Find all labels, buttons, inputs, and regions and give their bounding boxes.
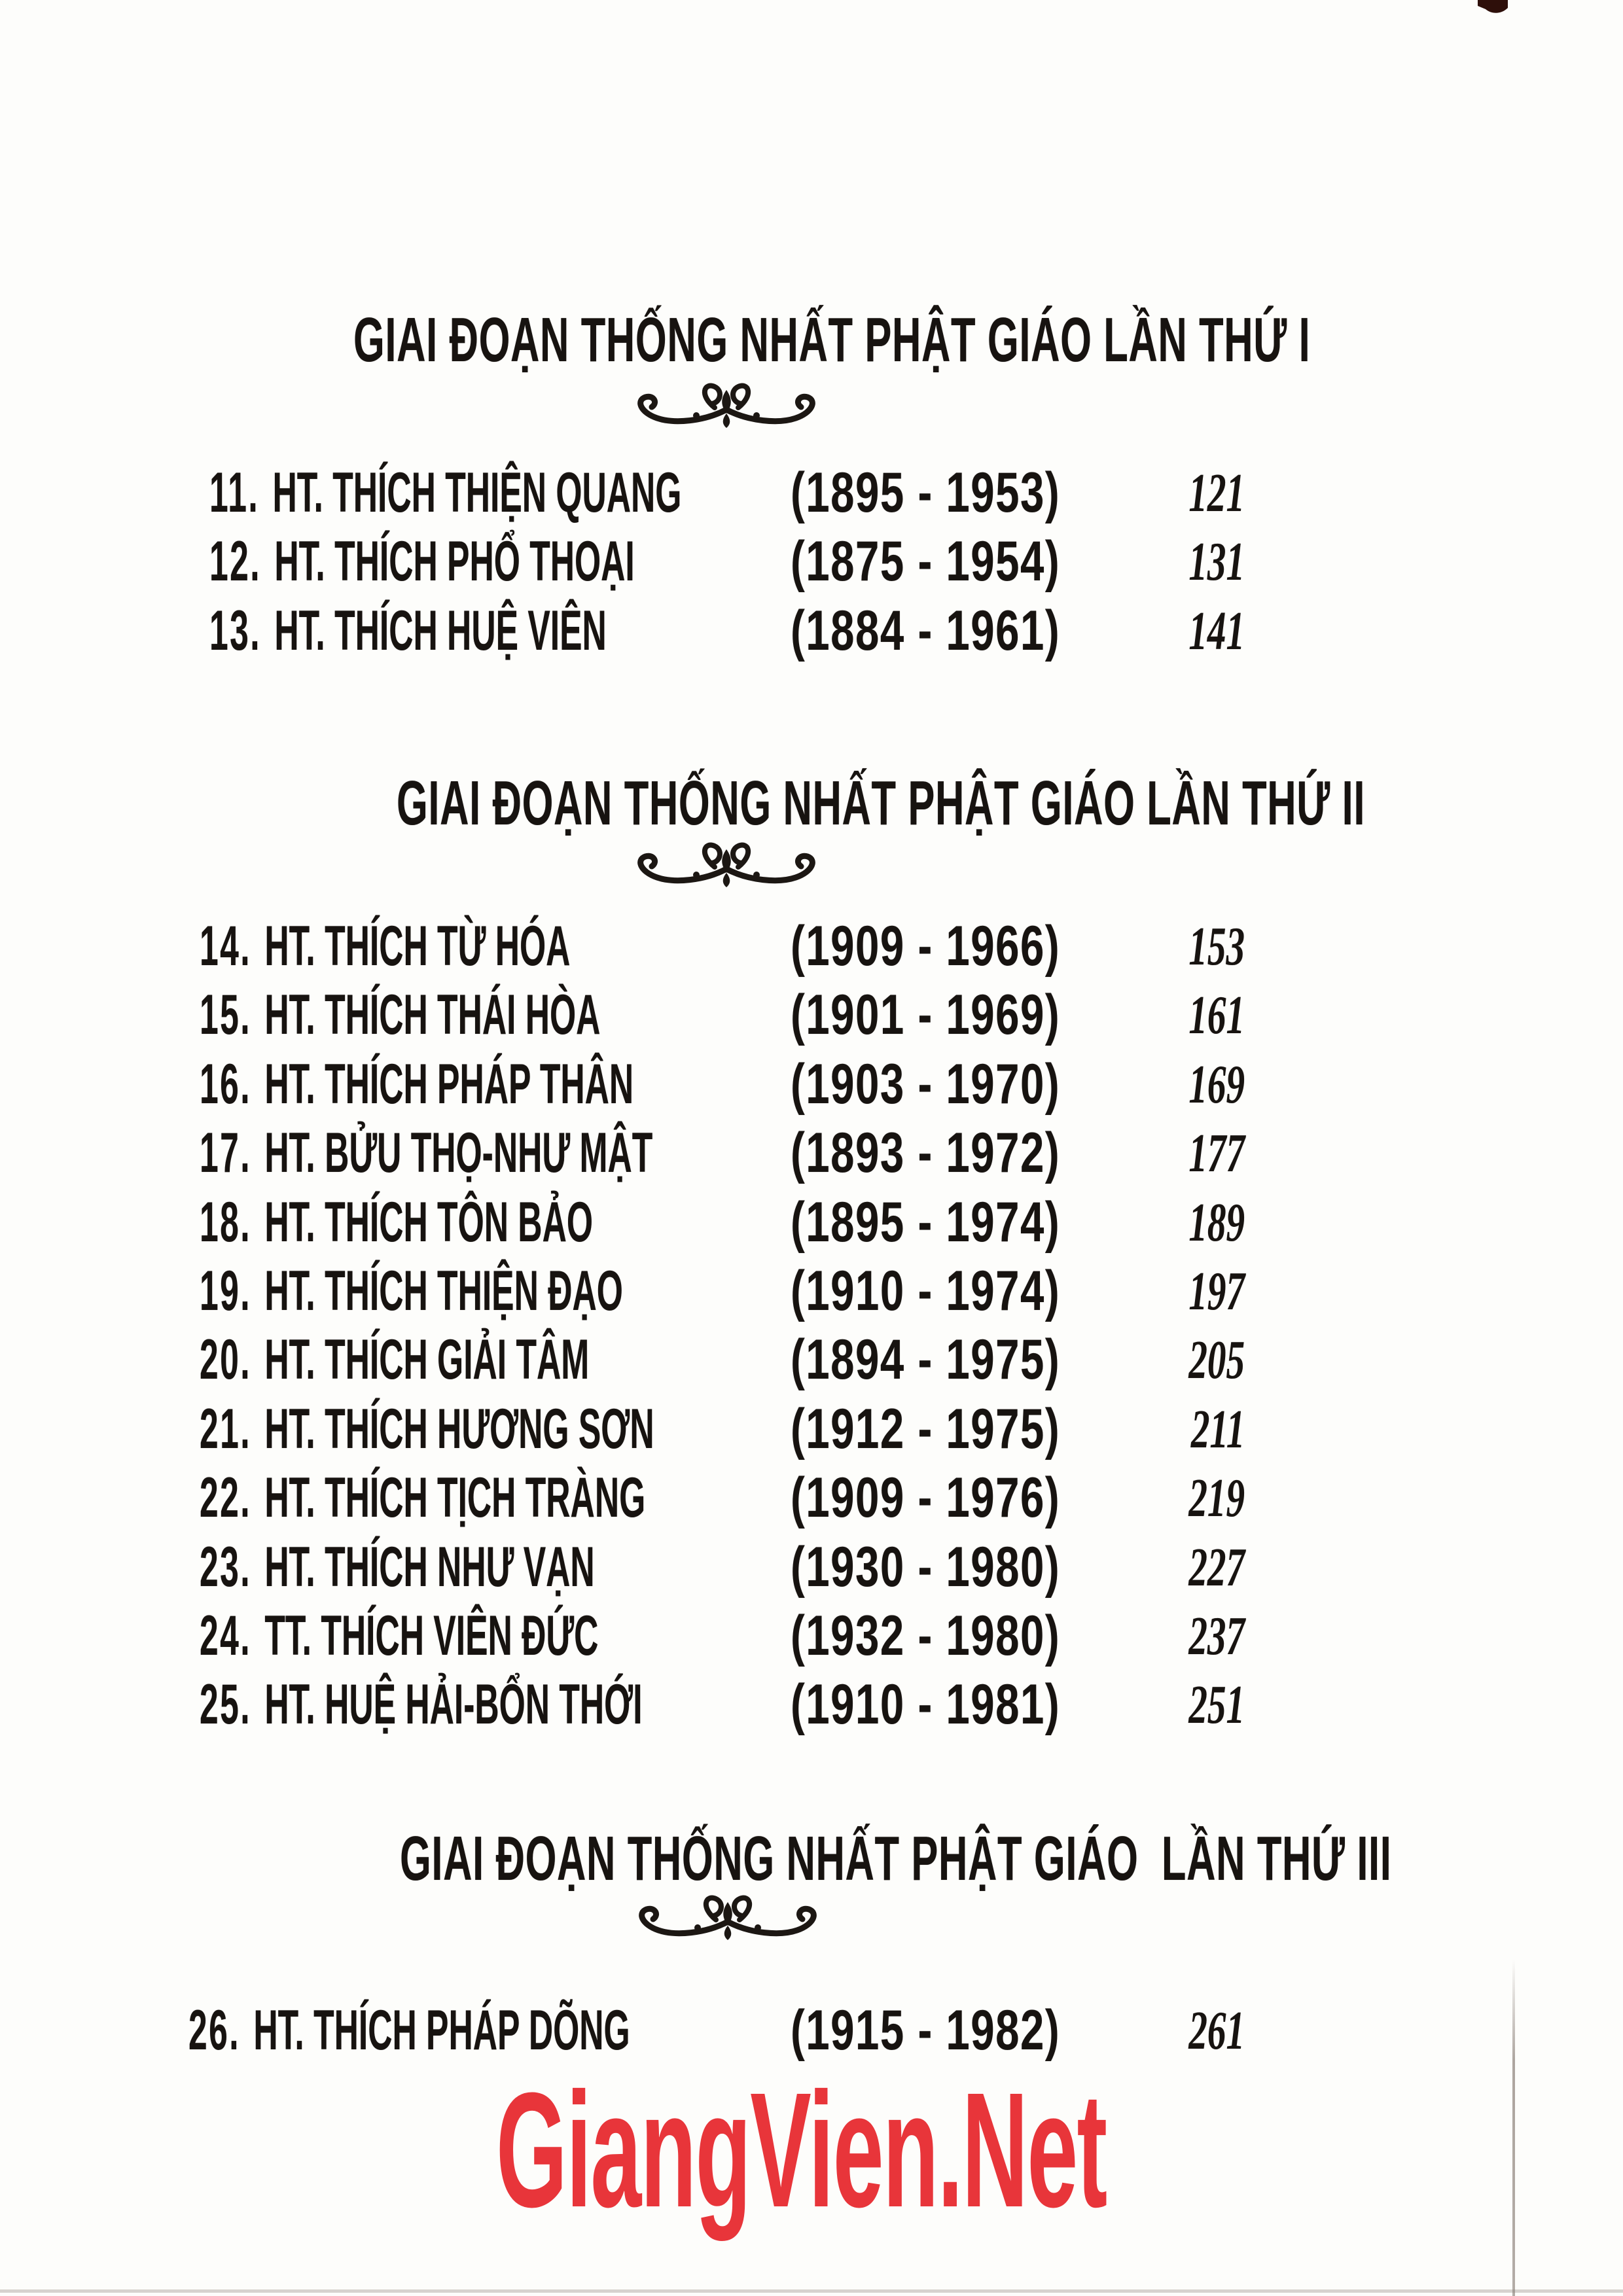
entry-number: 14. bbox=[200, 915, 251, 978]
toc-section-2-entries bbox=[200, 912, 1245, 1740]
entry-name: HT. THÍCH NHƯ VẠN bbox=[264, 1535, 595, 1598]
table-row bbox=[200, 1602, 1245, 1670]
entry-name: HT. THÍCH TỪ HÓA bbox=[264, 915, 571, 978]
entry-years: (1932 - 1980) bbox=[791, 1604, 1061, 1667]
entry-number: 21. bbox=[200, 1397, 251, 1460]
table-row bbox=[200, 1464, 1245, 1532]
entry-number: 25. bbox=[200, 1673, 251, 1737]
entry-name: TT. THÍCH VIÊN ĐỨC bbox=[264, 1604, 599, 1667]
entry-number: 16. bbox=[200, 1052, 251, 1116]
entry-years: (1909 - 1966) bbox=[791, 915, 1061, 978]
entry-page-number: 121 bbox=[1188, 463, 1245, 523]
entry-years: (1910 - 1974) bbox=[791, 1259, 1061, 1322]
toc-section-3-entries bbox=[188, 1996, 1245, 2065]
table-row bbox=[209, 597, 1245, 665]
table-row bbox=[200, 1395, 1245, 1464]
entry-name: HT. THÍCH HUỆ VIÊN bbox=[274, 599, 607, 662]
entry-name: HT. THÍCH PHỔ THOẠI bbox=[274, 530, 635, 593]
entry-number: 19. bbox=[200, 1259, 251, 1322]
section-heading-2: GIAI ĐOẠN THỐNG NHẤT PHẬT GIÁO LẦN THỨ II bbox=[397, 768, 1366, 838]
entry-years: (1930 - 1980) bbox=[791, 1535, 1061, 1598]
entry-name: HT. BỬU THỌ-NHƯ MẬT bbox=[264, 1122, 653, 1185]
entry-number: 20. bbox=[200, 1328, 251, 1392]
table-row bbox=[200, 1670, 1245, 1739]
floral-divider-ornament bbox=[628, 840, 825, 890]
entry-number: 15. bbox=[200, 983, 251, 1047]
entry-years: (1884 - 1961) bbox=[791, 599, 1061, 662]
table-row bbox=[200, 1326, 1245, 1394]
entry-page-number: 161 bbox=[1188, 985, 1245, 1046]
table-row bbox=[209, 527, 1245, 596]
entry-years: (1901 - 1969) bbox=[791, 983, 1061, 1047]
table-row bbox=[200, 1119, 1245, 1188]
entry-page-number: 177 bbox=[1188, 1123, 1245, 1184]
entry-name: HT. THÍCH THÁI HÒA bbox=[264, 983, 601, 1047]
section-heading-3: GIAI ĐOẠN THỐNG NHẤT PHẬT GIÁO LẦN THỨ III bbox=[400, 1824, 1392, 1894]
table-row bbox=[209, 459, 1245, 527]
scan-edge-shadow bbox=[0, 2289, 1623, 2293]
entry-number: 24. bbox=[200, 1604, 251, 1667]
entry-page-number: 219 bbox=[1188, 1468, 1245, 1529]
entry-name: HT. THÍCH HƯƠNG SƠN bbox=[264, 1397, 654, 1460]
entry-number: 26. bbox=[188, 1999, 240, 2062]
entry-years: (1909 - 1976) bbox=[791, 1466, 1061, 1530]
section-heading-1: GIAI ĐOẠN THỐNG NHẤT PHẬT GIÁO LẦN THỨ I bbox=[353, 305, 1311, 375]
entry-number: 18. bbox=[200, 1190, 251, 1254]
entry-years: (1893 - 1972) bbox=[791, 1122, 1061, 1185]
entry-number: 12. bbox=[209, 530, 261, 593]
entry-years: (1894 - 1975) bbox=[791, 1328, 1061, 1392]
watermark: GiangVien.Net bbox=[496, 2058, 1107, 2241]
entry-years: (1912 - 1975) bbox=[791, 1397, 1061, 1460]
entry-number: 13. bbox=[209, 599, 261, 662]
entry-years: (1915 - 1982) bbox=[791, 1999, 1061, 2062]
entry-name: HT. THÍCH TỊCH TRÀNG bbox=[264, 1466, 646, 1530]
entry-number: 23. bbox=[200, 1535, 251, 1598]
page-corner-artifact bbox=[1478, 0, 1508, 16]
entry-page-number: 131 bbox=[1188, 531, 1245, 593]
entry-name: HT. THÍCH PHÁP DÕNG bbox=[253, 1999, 630, 2062]
entry-years: (1875 - 1954) bbox=[791, 530, 1061, 593]
entry-page-number: 227 bbox=[1188, 1536, 1245, 1598]
entry-page-number: 237 bbox=[1188, 1605, 1245, 1667]
entry-page-number: 211 bbox=[1190, 1398, 1245, 1460]
table-row bbox=[200, 1533, 1245, 1602]
table-row bbox=[200, 1050, 1245, 1119]
table-row bbox=[188, 1996, 1245, 2065]
entry-page-number: 189 bbox=[1188, 1192, 1245, 1253]
entry-years: (1895 - 1953) bbox=[791, 461, 1061, 524]
entry-name: HT. THÍCH THIỆN QUANG bbox=[272, 461, 682, 524]
entry-page-number: 153 bbox=[1188, 916, 1245, 977]
entry-page-number: 251 bbox=[1188, 1674, 1245, 1736]
floral-divider-ornament bbox=[628, 381, 825, 431]
entry-page-number: 197 bbox=[1188, 1260, 1245, 1322]
entry-name: HT. THÍCH TÔN BẢO bbox=[264, 1190, 593, 1254]
entry-name: HT. THÍCH THIỆN ĐẠO bbox=[264, 1259, 623, 1322]
table-row bbox=[200, 1188, 1245, 1257]
entry-number: 17. bbox=[200, 1122, 251, 1185]
entry-page-number: 261 bbox=[1188, 2000, 1245, 2061]
table-row bbox=[200, 1257, 1245, 1326]
entry-years: (1910 - 1981) bbox=[791, 1673, 1061, 1737]
scan-edge-shadow bbox=[1512, 1960, 1515, 2296]
floral-divider-ornament bbox=[630, 1893, 826, 1943]
entry-years: (1895 - 1974) bbox=[791, 1190, 1061, 1254]
entry-number: 11. bbox=[209, 461, 260, 524]
entry-years: (1903 - 1970) bbox=[791, 1052, 1061, 1116]
table-row bbox=[200, 981, 1245, 1050]
entry-name: HT. THÍCH GIẢI TÂM bbox=[264, 1328, 590, 1392]
entry-name: HT. HUỆ HẢI-BỔN THỚI bbox=[264, 1673, 643, 1737]
toc-section-1-entries bbox=[209, 459, 1245, 665]
entry-page-number: 205 bbox=[1188, 1330, 1245, 1391]
entry-page-number: 169 bbox=[1188, 1053, 1245, 1115]
entry-page-number: 141 bbox=[1188, 600, 1245, 662]
entry-name: HT. THÍCH PHÁP THÂN bbox=[264, 1052, 634, 1116]
table-row bbox=[200, 912, 1245, 981]
entry-number: 22. bbox=[200, 1466, 251, 1530]
